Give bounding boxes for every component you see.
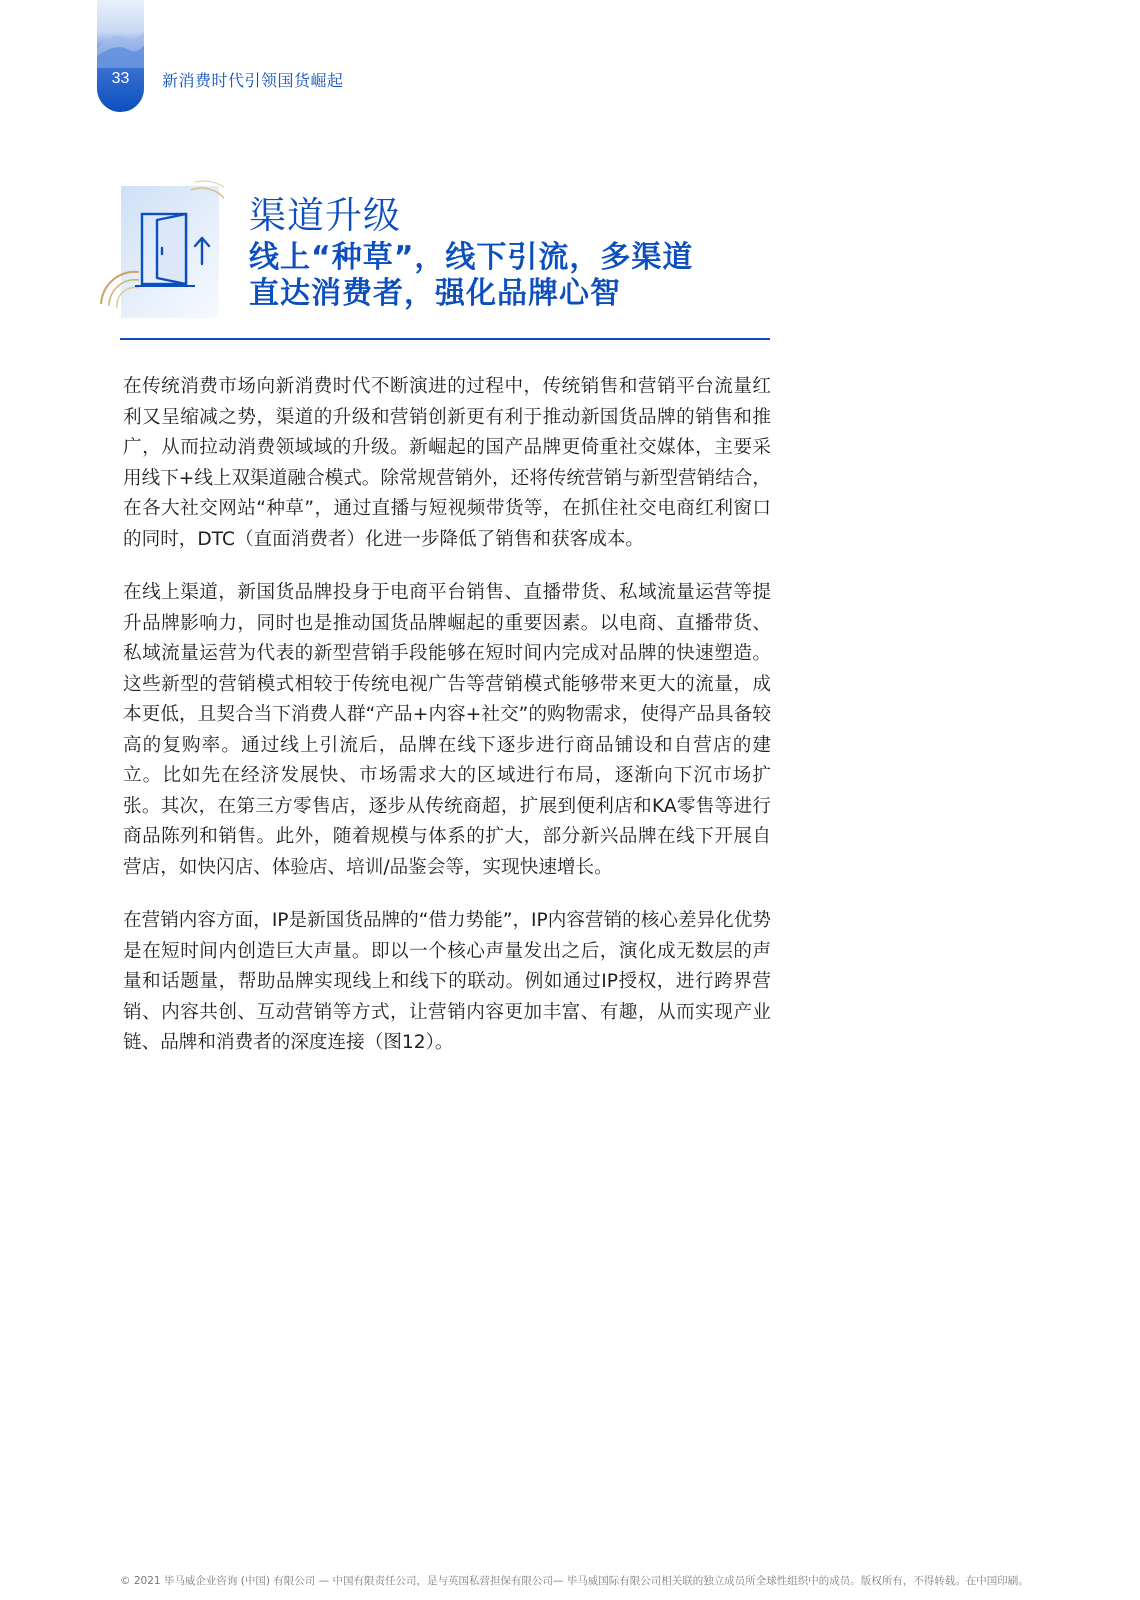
door-exit-icon: [99, 176, 224, 318]
section-subtitle-line: 线上“种草”，线下引流，多渠道: [249, 240, 694, 275]
wave-decoration-icon: [97, 18, 144, 68]
running-title: 新消费时代引领国货崛起: [162, 71, 344, 90]
page-number-tab: [97, 0, 144, 112]
body-paragraph: 在传统消费市场向新消费时代不断演进的过程中，传统销售和营销平台流量红利又呈缩减之势，渠道的升级和营销创新更有利于推动新国货品牌的销售和推广，从而拉动消费领域域的升级。新崛起的国产品牌更倚重社交媒体，主要采用线下+线上双渠道融合模式。除常规营销外，还将传统营销与新型营销结合，在各大社交网站“种草”，通过直播与短视频带货等，在抓住社交电商红利窗口的同时，DTC（直面消费者）化进一步降低了销售和获客成本。: [123, 376, 771, 550]
section-divider: [120, 338, 770, 340]
section-icon-box: [99, 176, 224, 318]
body-text: [123, 372, 771, 1082]
body-paragraph: 在营销内容方面，IP是新国货品牌的“借力势能”，IP内容营销的核心差异化优势是在短时间内创造巨大声量。即以一个核心声量发出之后，演化成无数层的声量和话题量，帮助品牌实现线上和线下的联动。例如通过IP授权，进行跨界营销、内容共创、互动营销等方式，让营销内容更加丰富、有趣，从而实现产业链、品牌和消费者的深度连接（图12）。: [123, 910, 771, 1053]
section-subtitle-line: 直达消费者，强化品牌心智: [249, 276, 621, 311]
body-paragraph: 在线上渠道，新国货品牌投身于电商平台销售、直播带货、私域流量运营等提升品牌影响力，同时也是推动国货品牌崛起的重要因素。以电商、直播带货、私域流量运营为代表的新型营销手段能够在短时间内完成对品牌的快速塑造。这些新型的营销模式相较于传统电视广告等营销模式能够带来更大的流量，成本更低，且契合当下消费人群“产品+内容+社交”的购物需求，使得产品具备较高的复购率。通过线上引流后，品牌在线下逐步进行商品铺设和自营店的建立。比如先在经济发展快、市场需求大的区域进行布局，逐渐向下沉市场扩张。其次，在第三方零售店，逐步从传统商超，扩展到便利店和KA零售等进行商品陈列和销售。此外，随着规模与体系的扩大，部分新兴品牌在线下开展自营店，如快闪店、体验店、培训/品鉴会等，实现快速增长。: [123, 582, 771, 878]
section-title: 渠道升级: [249, 194, 401, 237]
page-number: 33: [111, 70, 130, 87]
section-subtitle: [249, 240, 693, 312]
copyright-footer: © 2021 毕马威企业咨询 (中国) 有限公司 — 中国有限责任公司，是与英国私营担保有限公司— 毕马威国际有限公司相关联的独立成员所全球性组织中的成员。版权所有，不得转载。在中国印刷。: [120, 1575, 1029, 1587]
